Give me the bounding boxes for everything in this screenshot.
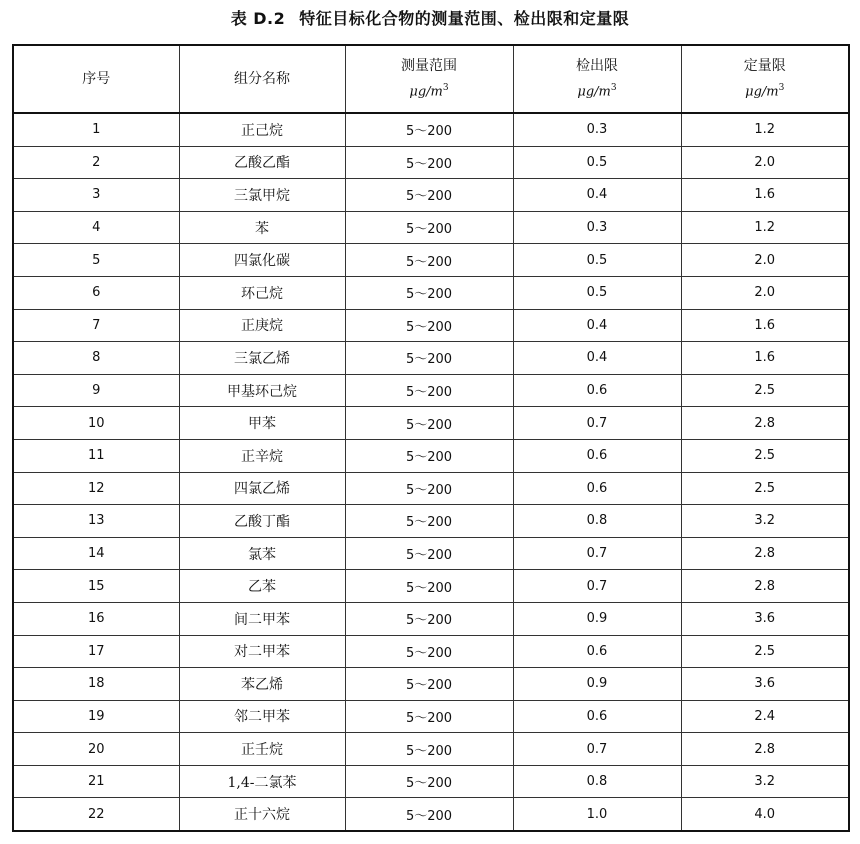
- cell-lod: 0.6: [513, 374, 681, 407]
- table-row: [13, 244, 849, 277]
- cell-lod: 0.4: [513, 179, 681, 212]
- cell-name: 乙酸丁酯: [179, 505, 345, 538]
- cell-loq: 1.2: [681, 113, 849, 146]
- cell-seq: 17: [13, 635, 179, 668]
- cell-seq: 7: [13, 309, 179, 342]
- cell-range: 5～200: [345, 472, 513, 505]
- cell-loq: 2.0: [681, 244, 849, 277]
- cell-lod: 0.8: [513, 765, 681, 798]
- cell-loq: 2.5: [681, 635, 849, 668]
- cell-name: 邻二甲苯: [179, 700, 345, 733]
- data-table: [12, 44, 850, 832]
- cell-name: 三氯甲烷: [179, 179, 345, 212]
- table-title: 特征目标化合物的测量范围、检出限和定量限: [299, 9, 630, 28]
- cell-range: 5～200: [345, 700, 513, 733]
- cell-loq: 2.8: [681, 733, 849, 766]
- cell-name: 甲基环己烷: [179, 374, 345, 407]
- cell-lod: 0.5: [513, 244, 681, 277]
- header-row: [13, 45, 849, 113]
- table-row: [13, 276, 849, 309]
- range-unit: $\mu g/m^3$: [409, 82, 449, 100]
- cell-name: 环己烷: [179, 276, 345, 309]
- cell-range: 5～200: [345, 342, 513, 375]
- cell-seq: 12: [13, 472, 179, 505]
- table-row: [13, 407, 849, 440]
- header-seq: 序号: [13, 45, 179, 113]
- cell-name: 三氯乙烯: [179, 342, 345, 375]
- cell-name: 对二甲苯: [179, 635, 345, 668]
- cell-seq: 2: [13, 146, 179, 179]
- cell-range: 5～200: [345, 211, 513, 244]
- table-row: [13, 635, 849, 668]
- header-lod: 检出限 $\mu g/m^3$: [513, 45, 681, 113]
- table-row: [13, 537, 849, 570]
- cell-range: 5～200: [345, 244, 513, 277]
- cell-name: 间二甲苯: [179, 602, 345, 635]
- cell-seq: 9: [13, 374, 179, 407]
- loq-unit: $\mu g/m^3$: [745, 82, 785, 100]
- cell-lod: 0.7: [513, 537, 681, 570]
- cell-loq: 3.6: [681, 668, 849, 701]
- cell-name: 正庚烷: [179, 309, 345, 342]
- cell-name: 甲苯: [179, 407, 345, 440]
- cell-seq: 1: [13, 113, 179, 146]
- cell-seq: 3: [13, 179, 179, 212]
- cell-loq: 1.6: [681, 179, 849, 212]
- table-row: [13, 798, 849, 831]
- cell-seq: 19: [13, 700, 179, 733]
- cell-range: 5～200: [345, 602, 513, 635]
- cell-name: 四氯化碳: [179, 244, 345, 277]
- header-name: 组分名称: [179, 45, 345, 113]
- table-row: [13, 668, 849, 701]
- cell-loq: 2.8: [681, 407, 849, 440]
- cell-lod: 0.6: [513, 472, 681, 505]
- cell-loq: 2.5: [681, 439, 849, 472]
- cell-range: 5～200: [345, 570, 513, 603]
- cell-seq: 10: [13, 407, 179, 440]
- cell-loq: 2.4: [681, 700, 849, 733]
- cell-loq: 1.6: [681, 342, 849, 375]
- cell-seq: 20: [13, 733, 179, 766]
- cell-loq: 2.8: [681, 570, 849, 603]
- cell-loq: 2.5: [681, 374, 849, 407]
- cell-range: 5～200: [345, 765, 513, 798]
- cell-loq: 3.6: [681, 602, 849, 635]
- table-row: [13, 570, 849, 603]
- cell-lod: 0.7: [513, 570, 681, 603]
- cell-lod: 0.6: [513, 439, 681, 472]
- cell-lod: 0.5: [513, 276, 681, 309]
- cell-loq: 2.8: [681, 537, 849, 570]
- cell-name: 乙酸乙酯: [179, 146, 345, 179]
- cell-range: 5～200: [345, 407, 513, 440]
- cell-lod: 0.8: [513, 505, 681, 538]
- cell-seq: 8: [13, 342, 179, 375]
- table-body: [13, 113, 849, 831]
- table-row: [13, 765, 849, 798]
- cell-seq: 13: [13, 505, 179, 538]
- cell-loq: 2.0: [681, 146, 849, 179]
- cell-loq: 1.6: [681, 309, 849, 342]
- cell-name: 正己烷: [179, 113, 345, 146]
- cell-seq: 21: [13, 765, 179, 798]
- cell-lod: 0.9: [513, 602, 681, 635]
- cell-range: 5～200: [345, 668, 513, 701]
- cell-name: 正辛烷: [179, 439, 345, 472]
- cell-seq: 11: [13, 439, 179, 472]
- cell-range: 5～200: [345, 309, 513, 342]
- cell-seq: 6: [13, 276, 179, 309]
- table-row: [13, 113, 849, 146]
- cell-name: 乙苯: [179, 570, 345, 603]
- cell-lod: 0.7: [513, 733, 681, 766]
- table-row: [13, 505, 849, 538]
- cell-range: 5～200: [345, 733, 513, 766]
- cell-seq: 5: [13, 244, 179, 277]
- cell-name: 四氯乙烯: [179, 472, 345, 505]
- table-row: [13, 309, 849, 342]
- cell-lod: 0.5: [513, 146, 681, 179]
- cell-lod: 0.4: [513, 309, 681, 342]
- table-row: [13, 472, 849, 505]
- cell-seq: 14: [13, 537, 179, 570]
- table-row: [13, 146, 849, 179]
- cell-name: 苯: [179, 211, 345, 244]
- cell-range: 5～200: [345, 505, 513, 538]
- cell-name: 苯乙烯: [179, 668, 345, 701]
- cell-lod: 0.4: [513, 342, 681, 375]
- table-row: [13, 700, 849, 733]
- cell-range: 5～200: [345, 439, 513, 472]
- cell-name: 正壬烷: [179, 733, 345, 766]
- cell-loq: 2.5: [681, 472, 849, 505]
- table-row: [13, 374, 849, 407]
- cell-range: 5～200: [345, 146, 513, 179]
- table-row: [13, 439, 849, 472]
- cell-loq: 3.2: [681, 765, 849, 798]
- cell-range: 5～200: [345, 635, 513, 668]
- cell-name: 1,4-二氯苯: [179, 765, 345, 798]
- table-row: [13, 342, 849, 375]
- cell-range: 5～200: [345, 179, 513, 212]
- table-caption: [0, 6, 860, 29]
- cell-seq: 16: [13, 602, 179, 635]
- table-row: [13, 602, 849, 635]
- cell-loq: 2.0: [681, 276, 849, 309]
- cell-loq: 4.0: [681, 798, 849, 831]
- cell-lod: 0.7: [513, 407, 681, 440]
- header-range: 测量范围 $\mu g/m^3$: [345, 45, 513, 113]
- lod-unit: $\mu g/m^3$: [577, 82, 617, 100]
- table-number: 表 D.2: [230, 9, 286, 28]
- cell-range: 5～200: [345, 374, 513, 407]
- cell-lod: 0.6: [513, 635, 681, 668]
- cell-name: 氯苯: [179, 537, 345, 570]
- table-row: [13, 733, 849, 766]
- table-row: [13, 179, 849, 212]
- cell-lod: 1.0: [513, 798, 681, 831]
- cell-lod: 0.9: [513, 668, 681, 701]
- cell-name: 正十六烷: [179, 798, 345, 831]
- cell-lod: 0.3: [513, 113, 681, 146]
- cell-seq: 22: [13, 798, 179, 831]
- cell-loq: 1.2: [681, 211, 849, 244]
- cell-seq: 18: [13, 668, 179, 701]
- cell-range: 5～200: [345, 276, 513, 309]
- cell-loq: 3.2: [681, 505, 849, 538]
- header-loq: 定量限 $\mu g/m^3$: [681, 45, 849, 113]
- cell-range: 5～200: [345, 537, 513, 570]
- cell-lod: 0.3: [513, 211, 681, 244]
- cell-seq: 15: [13, 570, 179, 603]
- table-header: [13, 45, 849, 113]
- cell-seq: 4: [13, 211, 179, 244]
- cell-range: 5～200: [345, 798, 513, 831]
- cell-range: 5～200: [345, 113, 513, 146]
- cell-lod: 0.6: [513, 700, 681, 733]
- table-row: [13, 211, 849, 244]
